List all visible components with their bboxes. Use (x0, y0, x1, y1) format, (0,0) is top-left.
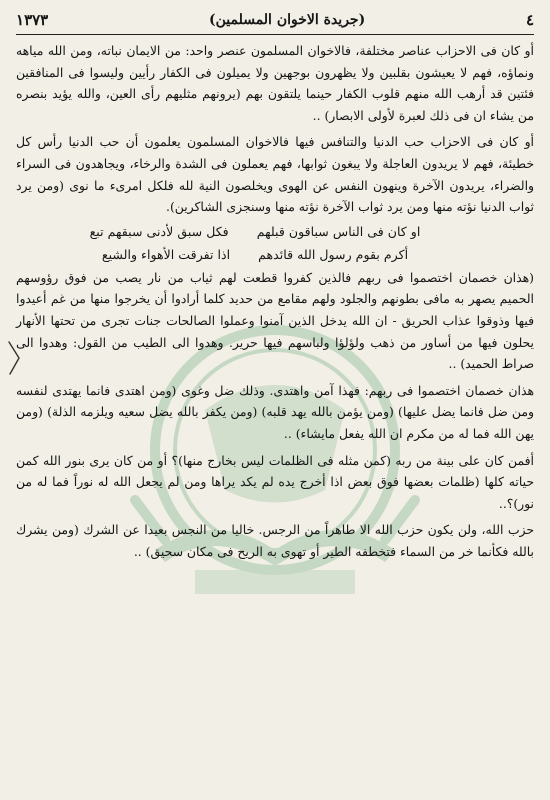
page-number: ٤ (525, 11, 534, 29)
verse-hemistich: فكل سبق لأدنى سبقهم تبع (89, 223, 229, 239)
paragraph-3: (هذان خصمان اختصموا فى ربهم فالذين كفروا قطعت لهم ثياب من نار يصب من فوق رؤوسهم الحميم يصهر به مافى بطونهم والجلود ولهم مقامع من حديد كلما أرادوا أن يخرجوا منها من غم أعيدوا فيها وذوقوا عذاب الحريق - ان الله يدخل الذين آمنوا وعملوا الصالحات جنات تجرى من تحتها الأنهار يحلون فيها من أساور من ذهب ولؤلؤا ولباسهم فيها حرير. وهدوا الى الطيب من القول: وهدوا الى صراط الحميد) .. (16, 269, 534, 372)
verse-hemistich: او كان فى الناس سباقون قبلهم (256, 223, 421, 239)
header-rule (16, 34, 534, 35)
paragraph-4: هذان خصمان اختصموا فى ربهم: فهذا آمن واهتدى. وذلك ضل وغوى (ومن اهتدى فانما يهتدى لنفسه ومن ضل فانما يضل عليها) (ومن يؤمن بالله يهد قلبه) (ومن يكفر بالله يضل سعيه ويلزمه الذلة) (ومن يهن الله فما له من مكرم ان الله يفعل مايشاء) .. (16, 382, 534, 441)
page-header (16, 6, 534, 34)
header-year: ١٣٧٣ (16, 11, 49, 29)
newspaper-title: (جريدة الاخوان المسلمين) (208, 12, 366, 28)
verse-line-2 (16, 244, 534, 266)
paragraph-2: أو كان فى الاحزاب حب الدنيا والتنافس فيها فالاخوان المسلمون يعلمون أن حب الدنيا رأس كل خطيئة، فهم لا يريدون العاجلة ولا يبغون ثوابها، فهم يعملون فى الشدة والرخاء، ويجاهدون فى السراء والضراء، يريدون الآخرة وينهون النفس عن الهوى ويخلصون النية لله فلكل امرىء ما نوى (ومن يرد ثواب الدنيا نؤته منها ومن يرد ثواب الآخرة نؤته منها وسنجزى الشاكرين). (16, 134, 534, 215)
verse-line-1 (16, 221, 534, 243)
handwritten-mark-icon (6, 340, 22, 376)
verse-hemistich: أكرم بقوم رسول الله قائدهم (258, 246, 409, 262)
paragraph-1: أو كان فى الاحزاب عناصر مختلفة، فالاخوان المسلمون عنصر واحد: من الايمان نباته، ومن الله مياهه ونماؤه، فهم لا يعيشون بقلبين ولا يظهرون بوجهين ولا يميلون فى الكفار رأيين وليسوا فى المنافقين فئتين قد أرهب الله منهم قلوب الكفار حينما يلتقون بهم (يرونهم مثليهم رأى العين، والله يؤيد بنصره من يشاء ان فى ذلك لعبرة لأولى الابصار) .. (16, 43, 534, 123)
paragraph-5: أفمن كان على بينة من ربه (كمن مثله فى الظلمات ليس بخارج منها)؟ أو من كان يرى بنور الله كمن حياته كلها (ظلمات بعضها فوق بعض اذا أخرج يده لم يكد يراها ومن لم يجعل الله له نوراً فما له من نور)؟.. (16, 452, 534, 511)
paragraph-6: حزب الله، ولن يكون حزب الله الا طاهراً من الرجس. خاليا من النجس بعيدا عن الشرك (ومن يشرك بالله فكأنما خر من السماء فتخطفه الطير أو تهوى به الريح فى مكان سحيق) .. (16, 522, 534, 559)
verse-hemistich: اذا تفرقت الأهواء والشيع (101, 246, 231, 262)
